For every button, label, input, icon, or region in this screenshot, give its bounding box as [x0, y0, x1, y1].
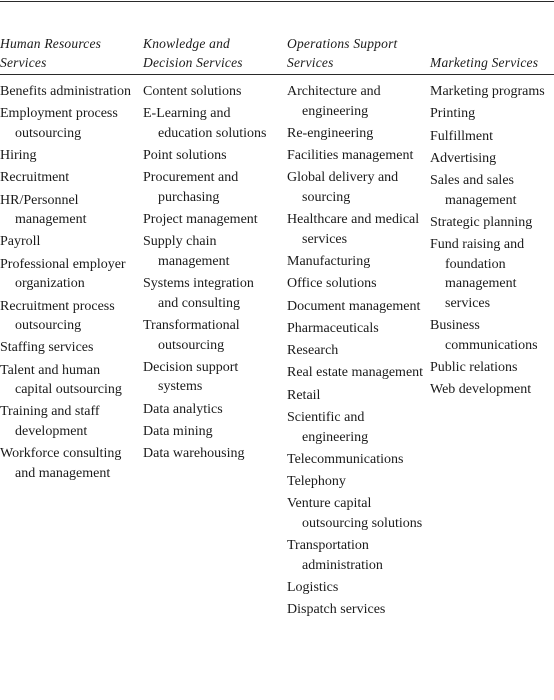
- list-item: Point solutions: [143, 148, 227, 164]
- list-item: Document management: [287, 298, 421, 314]
- list-item: Staffing services: [0, 340, 94, 356]
- list-item: Fulfillment: [430, 128, 493, 144]
- list-item: Architecture and engineering: [287, 84, 381, 119]
- list-item: Scientific and engineering: [287, 410, 369, 445]
- list-item: HR/Personnel management: [0, 192, 87, 228]
- list-item: Venture capital outsourcing solutions: [287, 496, 423, 531]
- table-top-rule: [0, 1, 554, 2]
- list-item: Payroll: [0, 234, 41, 250]
- list-item: Public relations: [430, 359, 518, 375]
- list-item: Business communications: [430, 318, 538, 353]
- column-operations-support: [287, 82, 427, 623]
- list-item: Facilities management: [287, 148, 414, 164]
- list-item: Fund raising and foundation management services: [430, 237, 525, 311]
- list-operations-support: [287, 82, 427, 620]
- list-item: Dispatch services: [287, 602, 386, 618]
- column-header-operations-support: Operations Support Services: [287, 36, 398, 70]
- table-header-rule: [0, 74, 554, 75]
- list-item: Telecommunications: [287, 451, 404, 467]
- list-item: Content solutions: [143, 84, 242, 99]
- list-item: E-Learning and education solutions: [143, 106, 267, 141]
- list-item: Systems integration and consulting: [143, 276, 254, 311]
- column-header-human-resources: Human Resources Services: [0, 36, 102, 70]
- list-item: Supply chain management: [143, 234, 230, 269]
- list-item: Hiring: [0, 148, 37, 164]
- list-knowledge-decision: [143, 82, 277, 464]
- list-item: Sales and sales management: [430, 173, 517, 208]
- column-human-resources: [0, 82, 132, 486]
- list-item: Recruitment: [0, 170, 70, 186]
- list-item: Manufacturing: [287, 253, 371, 269]
- list-item: Real estate management: [287, 365, 424, 381]
- list-item: Data warehousing: [143, 446, 245, 462]
- column-marketing: [430, 82, 554, 402]
- list-item: Advertising: [430, 150, 497, 166]
- list-item: Re-engineering: [287, 125, 374, 141]
- list-item: Web development: [430, 382, 532, 398]
- list-item: Transformational outsourcing: [143, 318, 240, 353]
- list-item: Healthcare and medical services: [287, 212, 420, 247]
- list-item: Project management: [143, 212, 258, 228]
- list-item: Research: [287, 343, 339, 359]
- list-item: Benefits administration: [0, 84, 132, 99]
- table-header-row: [0, 34, 554, 72]
- list-item: Professional employer organization: [0, 256, 126, 292]
- column-header-marketing: Marketing Services: [430, 54, 539, 70]
- list-item: Retail: [287, 387, 321, 403]
- list-item: Training and staff development: [0, 404, 100, 439]
- list-item: Employment process outsourcing: [0, 106, 118, 141]
- list-item: Telephony: [287, 474, 346, 490]
- list-item: Office solutions: [287, 276, 377, 292]
- list-item: Pharmaceuticals: [287, 320, 379, 336]
- column-knowledge-decision: [143, 82, 277, 467]
- list-item: Marketing programs: [430, 84, 545, 99]
- list-item: Decision support systems: [143, 359, 239, 395]
- list-item: Strategic planning: [430, 214, 533, 230]
- column-header-knowledge-decision: Knowledge and Decision Services: [143, 36, 243, 70]
- list-item: Data mining: [143, 423, 213, 439]
- list-item: Talent and human capital outsourcing: [0, 362, 122, 398]
- list-item: Printing: [430, 106, 476, 122]
- list-marketing: [430, 82, 554, 400]
- list-human-resources: [0, 82, 132, 483]
- list-item: Data analytics: [143, 401, 223, 417]
- list-item: Logistics: [287, 580, 339, 596]
- list-item: Procurement and purchasing: [143, 170, 239, 205]
- list-item: Transportation administration: [287, 538, 383, 573]
- list-item: Recruitment process outsourcing: [0, 298, 115, 334]
- list-item: Global delivery and sourcing: [287, 170, 399, 205]
- list-item: Workforce consulting and management: [0, 446, 122, 481]
